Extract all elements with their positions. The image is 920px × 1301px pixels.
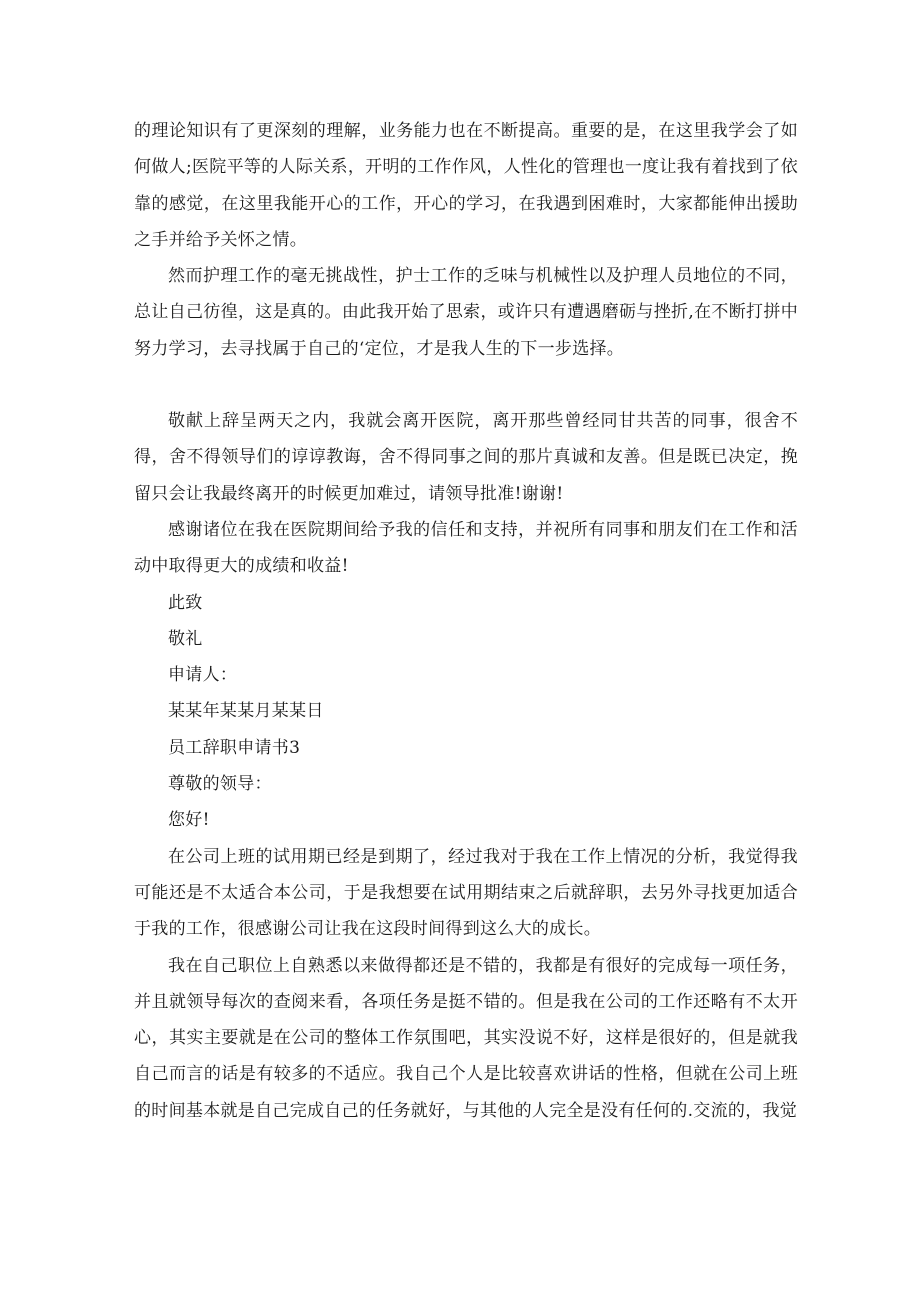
date-line: 某某年某某月某某日 <box>168 701 324 722</box>
applicant-label: 申请人： <box>168 665 238 686</box>
paragraph-thanks: 感谢诸位在我在医院期间给予我的信任和支持，并祝所有同事和朋友们在工作和活动中取得更大的成绩和收益! <box>134 519 798 577</box>
blank-gap <box>134 367 798 403</box>
paragraph-resignation: 敬献上辞呈两天之内，我就会离开医院，离开那些曾经同甘共苦的同事，很舍不得，舍不得领导们的谆谆教诲，舍不得同事之间的那片真诚和友善。但是既已决定，挽留只会让我最终离开的时候更加难过，请领导批准!谢谢! <box>134 411 798 504</box>
paragraph-continued: 的理论知识有了更深刻的理解，业务能力也在不断提高。重要的是，在这里我学会了如何做人;医院平等的人际关系，开明的工作作风，人性化的管理也一度让我有着找到了依靠的感觉，在这里我能开心的工作，开心的学习，在我遇到困难时，大家都能伸出援助之手并给予关怀之情。 <box>134 121 798 250</box>
document-page <box>134 113 798 1129</box>
closing-salutation: 此致 <box>168 592 203 613</box>
closing-regards: 敬礼 <box>168 628 203 649</box>
paragraph-nursing: 然而护理工作的毫无挑战性，护士工作的乏味与机械性以及护理人员地位的不同，总让自己彷徨，这是真的。由此我开始了思索，或许只有遭遇磨砺与挫折,在不断打拼中努力学习，去寻找属于自己的‘定位，才是我人生的下一步选择。 <box>134 266 798 359</box>
greeting-hello: 您好! <box>168 810 210 831</box>
paragraph-probation: 在公司上班的试用期已经是到期了，经过我对于我在工作上情况的分析，我觉得我可能还是不太适合本公司，于是我想要在试用期结束之后就辞职，去另外寻找更加适合于我的工作，很感谢公司让我在这段时间得到这么大的成长。 <box>134 846 798 940</box>
paragraph-work-experience: 我在自己职位上自熟悉以来做得都还是不错的，我都是有很好的完成每一项任务，并且就领导每次的查阅来看，各项任务是挺不错的。但是我在公司的工作还略有不太开心，其实主要就是在公司的整体工作氛围吧，其实没说不好，这样是很好的，但是就我自己而言的话是有较多的不适应。我自己个人是比较喜欢讲话的性格，但就在公司上班的时间基本就是自己完成自己的任务就好，与其他的人完全是没有任何的.交流的，我觉 <box>134 955 798 1121</box>
section-title: 员工辞职申请书3 <box>168 737 301 758</box>
greeting-leader: 尊敬的领导： <box>168 774 272 795</box>
